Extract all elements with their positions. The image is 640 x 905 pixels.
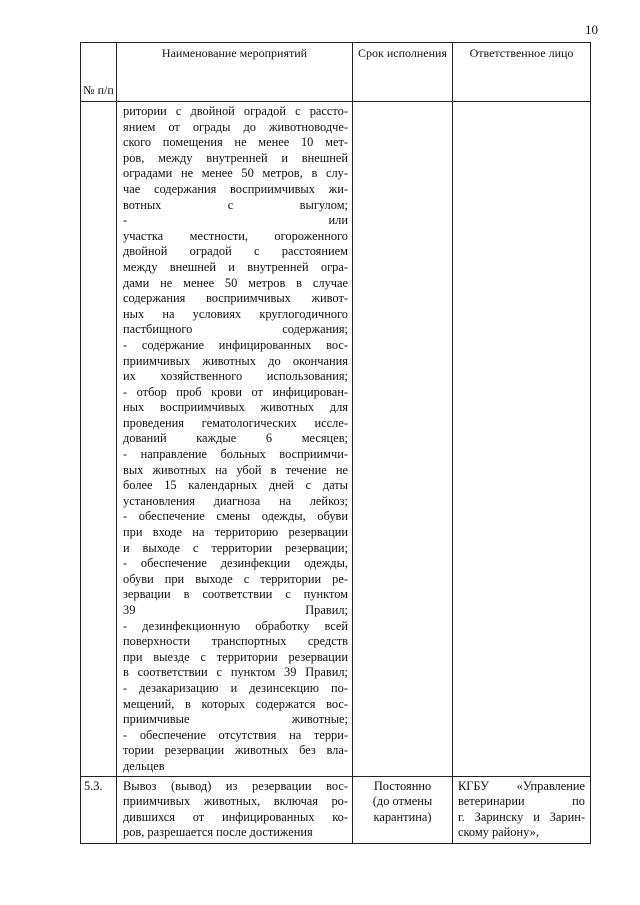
text-line: ных восприимчивых животных для	[123, 400, 348, 415]
text-line: ных на условиях круглогодичного	[123, 306, 348, 321]
text-line: дами не менее 50 метров в случае	[123, 275, 348, 290]
text-line: ритории с двойной оградой с рассто-	[123, 104, 348, 118]
row-5-3-num: 5.3.	[81, 776, 117, 843]
text-line: при входе на территорию резервации	[123, 525, 348, 540]
term-line: (до отмены	[372, 794, 433, 809]
text-line: - дезакаризацию и дезинсекцию по-	[123, 680, 348, 695]
table-header-row	[81, 43, 591, 102]
term-line: карантина)	[373, 809, 432, 824]
table-row-5-3	[81, 776, 591, 843]
text-line: - дезинфекционную обработку всей	[123, 618, 348, 633]
text-line: и выходе с территории резервации;	[123, 540, 348, 555]
text-line: при выезде с территории резервации	[123, 649, 348, 664]
text-line: приимчивых животных до окончания	[123, 353, 348, 368]
row-measures-text	[117, 102, 353, 777]
text-line: приимчивых животных, включая ро-	[123, 794, 348, 809]
responsible-line: г. Заринску и Зарин-	[458, 809, 585, 824]
text-line: 39 Правил;	[123, 603, 348, 617]
responsible-line: скому району»,	[458, 825, 539, 840]
text-line: ров, разрешается после достижения	[123, 825, 313, 840]
text-line: янием от ограды до животноводче-	[123, 119, 348, 134]
text-line: ского помещения не менее 10 мет-	[123, 135, 348, 150]
table-row-continued	[81, 102, 591, 777]
text-line: приимчивые животные;	[123, 712, 348, 727]
text-line: зервации в соответствии с пунктом	[123, 587, 348, 602]
text-line: - отбор проб крови от инфицирован-	[123, 384, 348, 399]
text-line: вотных с выгулом;	[123, 197, 348, 212]
text-line: более 15 календарных дней с даты	[123, 478, 348, 493]
text-line: тории резервации животных без вла-	[123, 743, 348, 758]
text-line: - обеспечение отсутствия на терри-	[123, 727, 348, 742]
header-responsible: Ответственное лицо	[453, 43, 591, 102]
text-line: чае содержания восприимчивых жи-	[123, 181, 348, 196]
text-line: их хозяйственного использования;	[123, 369, 348, 384]
row-5-3-responsible	[453, 776, 591, 843]
text-line: вых животных на убой в течение не	[123, 462, 348, 477]
term-line: Постоянно	[373, 778, 432, 793]
responsible-line: КГБУ «Управление	[458, 778, 585, 793]
text-line: поверхности транспортных средств	[123, 634, 348, 649]
row-num-empty	[81, 102, 117, 777]
text-line: дившихся от инфицированных ко-	[123, 809, 348, 824]
text-line: двойной оградой с расстоянием	[123, 244, 348, 259]
text-line: оградами не менее 50 метров, в слу-	[123, 166, 348, 181]
text-line: мещений, в которых содержатся вос-	[123, 696, 348, 711]
text-line: пастбищного содержания;	[123, 322, 348, 337]
measures-table	[80, 42, 591, 844]
text-line: участка местности, огороженного	[123, 228, 348, 243]
text-line: - обеспечение смены одежды, обуви	[123, 509, 348, 524]
text-line: содержания восприимчивых живот-	[123, 291, 348, 306]
text-line: - обеспечение дезинфекции одежды,	[123, 556, 348, 571]
text-line: между внешней и внутренней огра-	[123, 259, 348, 274]
header-name: Наименование мероприятий	[117, 43, 353, 102]
text-line: Вывоз (вывод) из резервации вос-	[123, 778, 348, 793]
row-5-3-measures-text	[117, 776, 353, 843]
text-line: дований каждые 6 месяцев;	[123, 431, 348, 446]
row-term-empty	[353, 102, 453, 777]
text-line: - или	[123, 213, 348, 228]
row-responsible-empty	[453, 102, 591, 777]
text-line: в соответствии с пунктом 39 Правил;	[123, 665, 348, 680]
row-5-3-term	[353, 776, 453, 843]
text-line: установления диагноза на лейкоз;	[123, 493, 348, 508]
responsible-line: ветеринарии по	[458, 794, 585, 809]
text-line: дельцев	[123, 758, 165, 773]
header-term: Срок исполнения	[353, 43, 453, 102]
text-line: обуви при выходе с территории ре-	[123, 571, 348, 586]
text-line: проведения гематологических иссле-	[123, 415, 348, 430]
text-line: ров, между внутренней и внешней	[123, 150, 348, 165]
page-number: 10	[585, 22, 598, 37]
header-num: № п/п	[81, 43, 117, 102]
text-line: - направление больных восприимчи-	[123, 447, 348, 462]
text-line: - содержание инфицированных вос-	[123, 337, 348, 352]
